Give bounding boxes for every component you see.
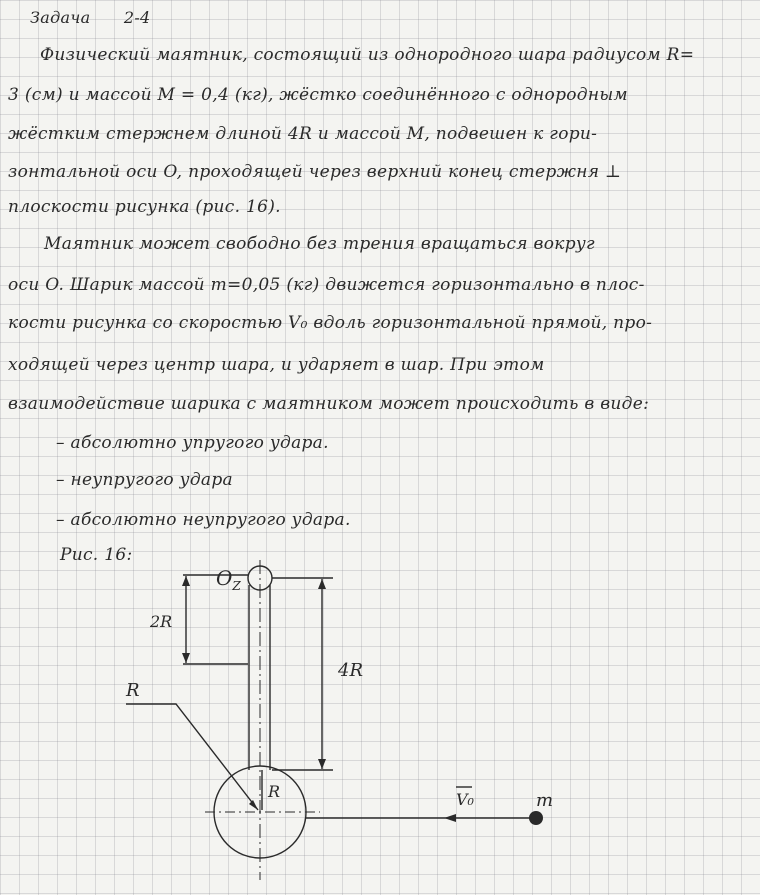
arrow-2r-top <box>182 576 190 586</box>
problem-line-7: оси O. Шарик массой m=0,05 (кг) движется горизонтально в плос- <box>8 275 645 295</box>
problem-line-6: Маятник может свободно без трения вращаться вокруг <box>44 234 595 254</box>
label-r-inner: R <box>268 782 281 801</box>
problem-line-2: 3 (см) и массой M = 0,4 (кг), жёстко соединённого с однородным <box>8 85 628 105</box>
label-r-outer: R <box>126 680 140 701</box>
case-inelastic: – неупругого удара <box>56 470 233 490</box>
label-axis-o <box>216 566 241 593</box>
problem-number: 2-4 <box>123 8 151 27</box>
problem-title: Задача <box>30 8 91 27</box>
problem-line-9: ходящей через центр шара, и ударяет в шар. При этом <box>8 355 545 375</box>
arrow-4r-bottom <box>318 759 326 769</box>
arrow-4r-top <box>318 579 326 589</box>
label-mass-m: m <box>536 790 554 811</box>
arrow-velocity <box>444 814 456 822</box>
arrow-radius-outer <box>249 800 258 810</box>
problem-line-3: жёстким стержнем длиной 4R и массой M, подвешен к гори- <box>8 124 598 144</box>
case-elastic: – абсолютно упругого удара. <box>56 433 329 453</box>
label-velocity: V₀ <box>456 790 474 809</box>
label-4r: 4R <box>338 660 364 681</box>
figure-caption: Рис. 16: <box>60 545 133 565</box>
label-axis-o-text: O <box>216 566 233 590</box>
small-ball-m <box>529 811 543 825</box>
problem-line-1: Физический маятник, состоящий из однородного шара радиусом R= <box>40 45 695 65</box>
case-perfectly-inelastic: – абсолютно неупругого удара. <box>56 510 351 530</box>
radius-leader-outer <box>126 704 258 810</box>
arrow-2r-bottom <box>182 653 190 663</box>
label-axis-z-text: Z <box>232 579 241 593</box>
problem-line-5: плоскости рисунка (рис. 16). <box>8 197 281 217</box>
problem-line-4: зонтальной оси O, проходящей через верхний конец стержня ⊥ <box>8 162 622 182</box>
problem-line-10: взаимодействие шарика с маятником может происходить в виде: <box>8 394 650 414</box>
problem-line-8: кости рисунка со скоростью V₀ вдоль горизонтальной прямой, про- <box>8 313 653 333</box>
label-2r: 2R <box>150 612 173 631</box>
